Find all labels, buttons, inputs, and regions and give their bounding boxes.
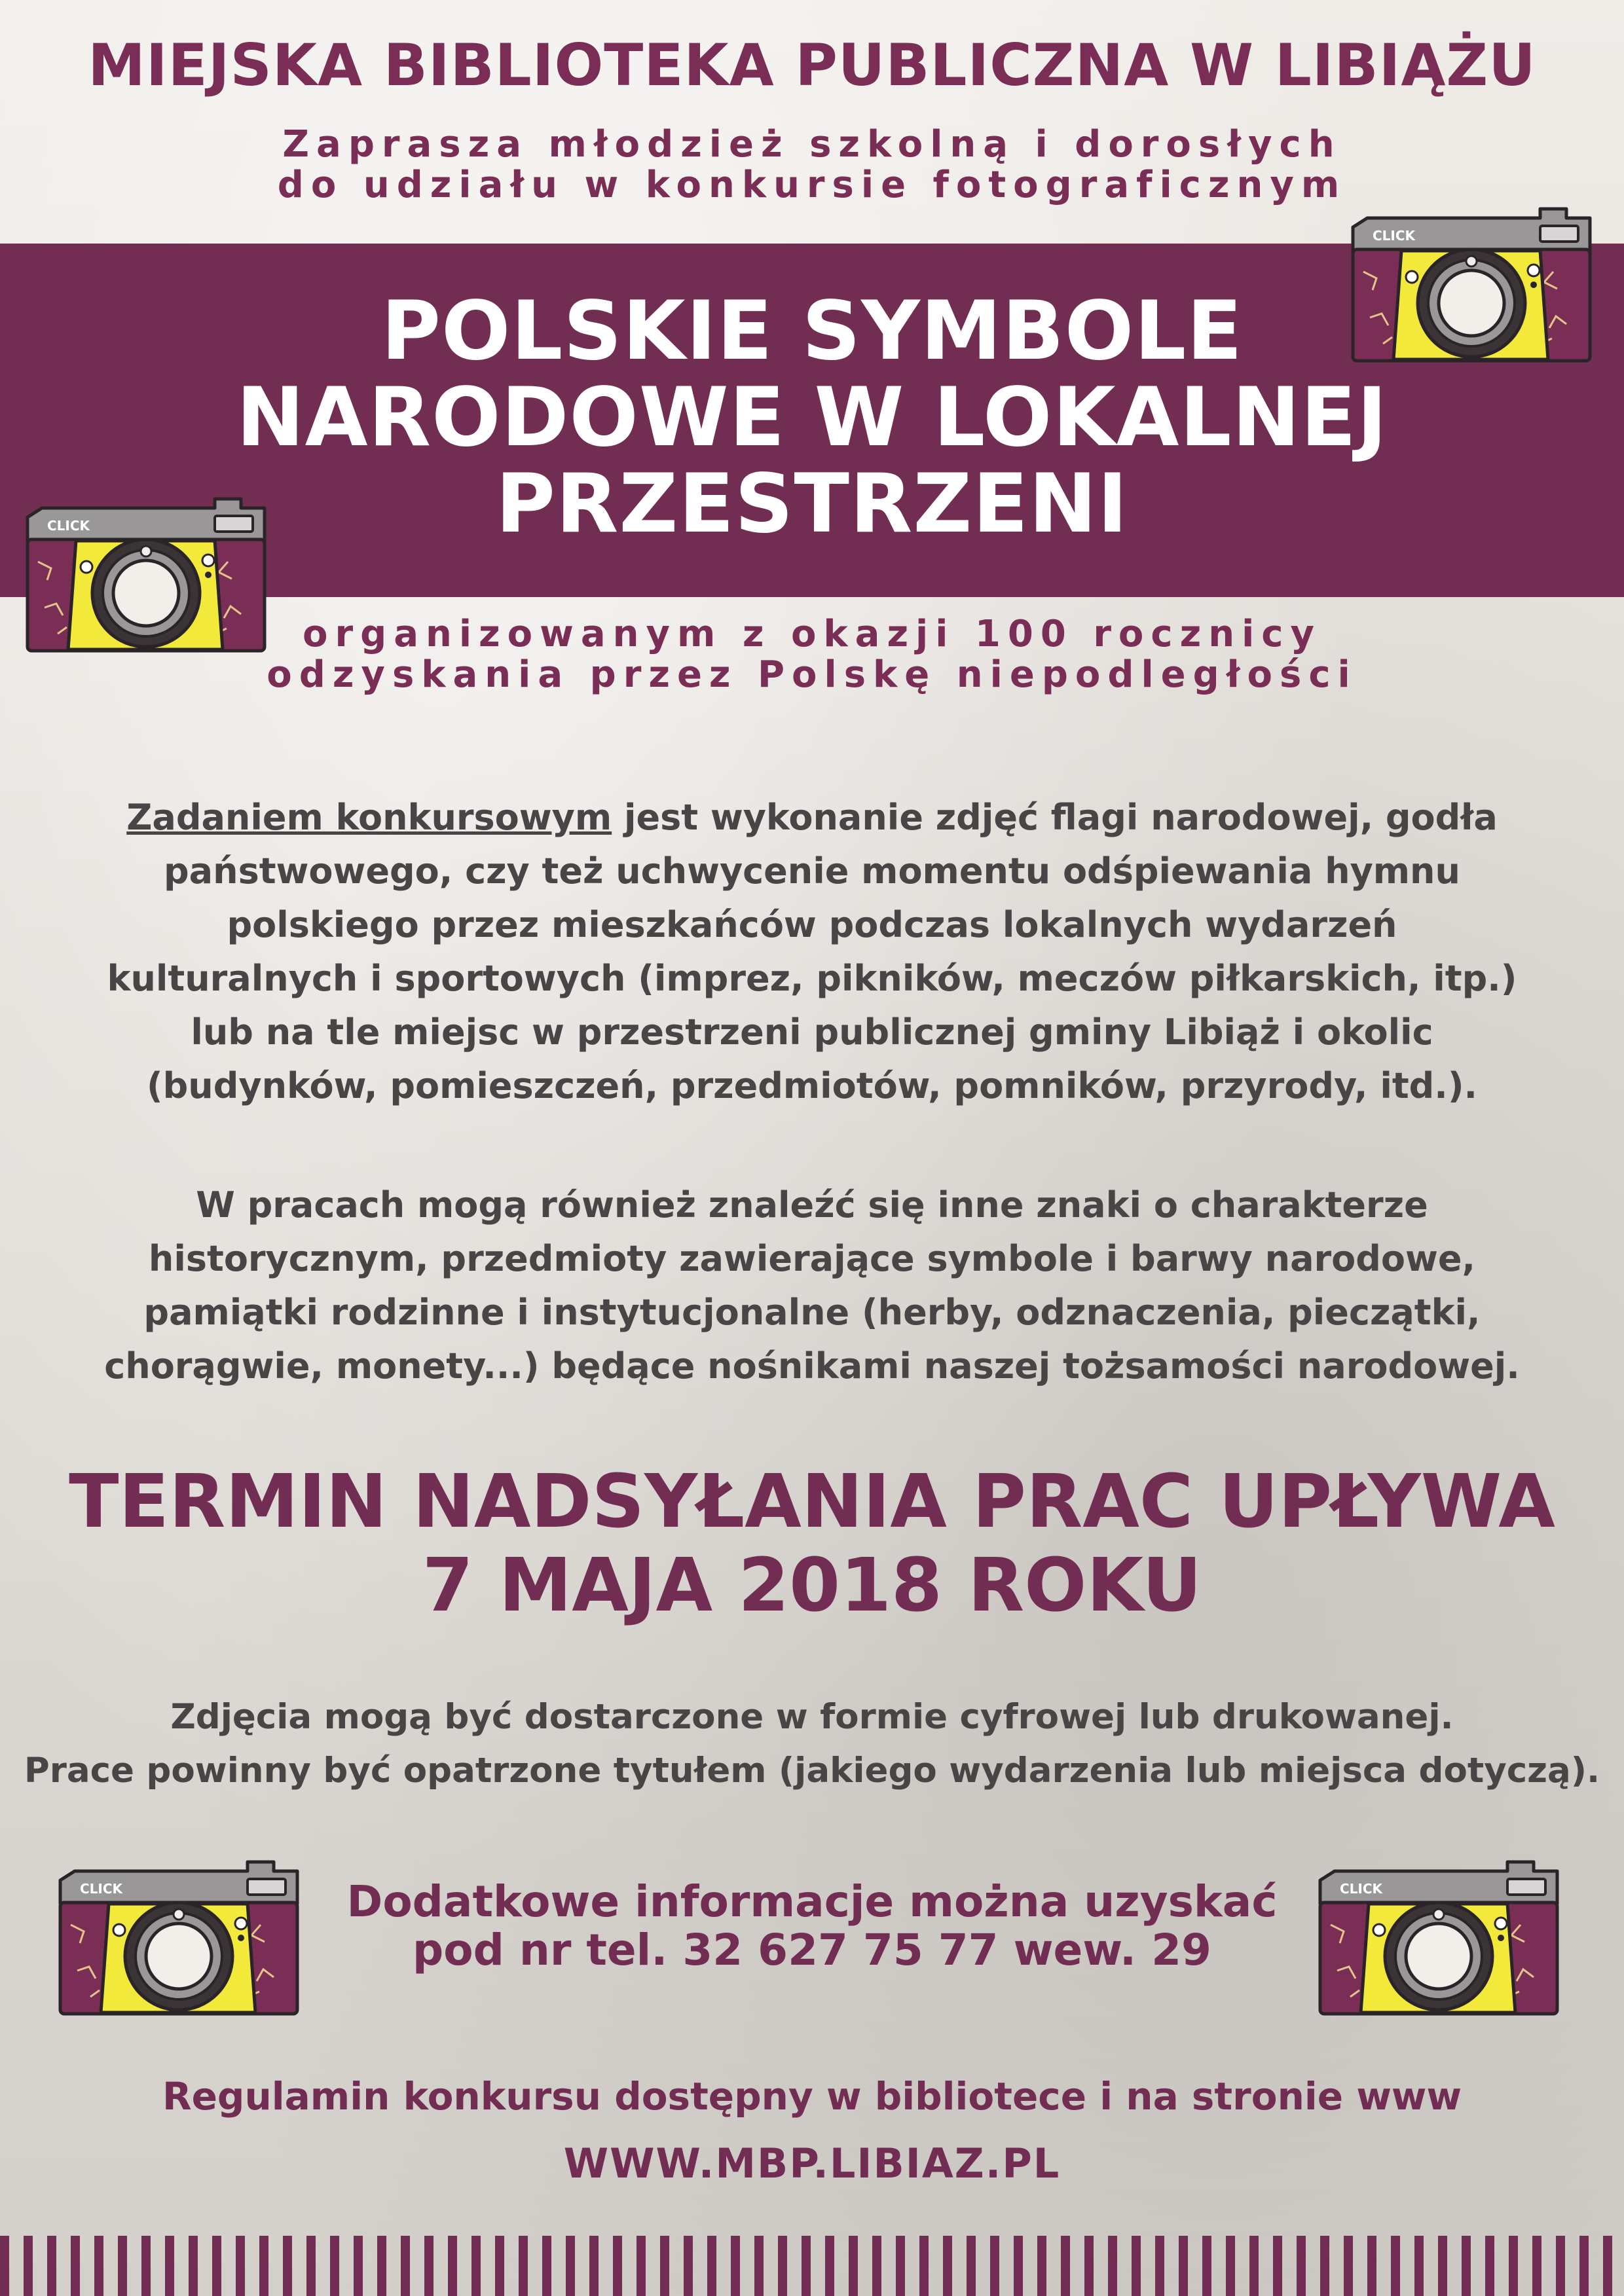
task-label: Zadaniem konkursowym [126, 797, 612, 838]
additional-line-1: W pracach mogą również znaleźć się inne znaki o charakterze [196, 1184, 1428, 1226]
task-line-6: (budynków, pomieszczeń, przedmiotów, pomników, przyrody, itd.). [146, 1065, 1478, 1106]
svg-text:CLICK: CLICK [80, 1881, 123, 1897]
deadline-line-1: TERMIN NADSYŁANIA PRAC UPŁYWA [69, 1459, 1555, 1544]
svg-text:CLICK: CLICK [47, 518, 90, 534]
organization-name: MIEJSKA BIBLIOTEKA PUBLICZNA W LIBIĄŻU [88, 31, 1536, 99]
contact-line-2: pod nr tel. 32 627 75 77 wew. 29 [413, 1925, 1211, 1975]
camera-icon [1344, 200, 1599, 370]
deadline-line-2: 7 MAJA 2018 ROKU [422, 1543, 1202, 1628]
svg-text:CLICK: CLICK [1340, 1881, 1383, 1897]
task-line-4: kulturalnych i sportowych (imprez, pikników, meczów piłkarskich, itp.) [107, 958, 1517, 999]
contest-title-line-3: PRZESTRZENI [496, 457, 1128, 551]
delivery-info [0, 1690, 1624, 1798]
invitation-line-2: do udziału w konkursie fotograficznym [277, 164, 1347, 206]
deadline-heading [0, 1460, 1624, 1628]
occasion-line-2: odzyskania przez Polskę niepodległości [267, 653, 1357, 696]
task-line-2: państwowego, czy też uchwycenie momentu odśpiewania hymnu [164, 850, 1460, 892]
decorative-stripes [0, 2236, 1624, 2296]
contact-line-1: Dodatkowe informacje można uzyskać [346, 1876, 1278, 1927]
delivery-line-1: Zdjęcia mogą być dostarczone w formie cyfrowej lub drukowanej. [170, 1697, 1454, 1737]
rules-info: Regulamin konkursu dostępny w bibliotece i na stronie www [162, 2074, 1462, 2119]
additional-line-2: historycznym, przedmioty zawierające symbole i barwy narodowe, [148, 1238, 1476, 1279]
delivery-line-2: Prace powinny być opatrzone tytułem (jakiego wydarzenia lub miejsca dotyczą). [24, 1751, 1600, 1791]
additional-description [92, 1178, 1532, 1393]
occasion-line-1: organizowanym z okazji 100 rocznicy [303, 613, 1321, 655]
contest-title-line-2: NARODOWE W LOKALNEJ [236, 371, 1388, 465]
task-line-3: polskiego przez mieszkańców podczas lokalnych wydarzeń [227, 904, 1397, 945]
camera-icon [51, 1853, 306, 2023]
additional-line-3: pamiątki rodzinne i instytucjonalne (herby, odznaczenia, pieczątki, [143, 1292, 1481, 1333]
task-description [92, 791, 1532, 1113]
website-link[interactable]: WWW.MBP.LIBIAZ.PL [563, 2140, 1061, 2187]
task-line-5: lub na tle miejsc w przestrzeni publicznej gminy Libiąż i okolic [191, 1011, 1433, 1053]
additional-line-4: chorągwie, monety...) będące nośnikami naszej tożsamości narodowej. [104, 1345, 1520, 1387]
invitation-line-1: Zaprasza młodzież szkolną i dorosłych [282, 123, 1342, 166]
camera-icon [1311, 1853, 1566, 2023]
camera-icon [18, 490, 274, 660]
svg-text:CLICK: CLICK [1373, 228, 1416, 244]
task-line-1 [92, 791, 1532, 845]
task-line-1-text: jest wykonanie zdjęć flagi narodowej, godła [612, 797, 1498, 838]
invitation-text [0, 124, 1624, 206]
contest-title-line-1: POLSKIE SYMBOLE [381, 284, 1243, 378]
